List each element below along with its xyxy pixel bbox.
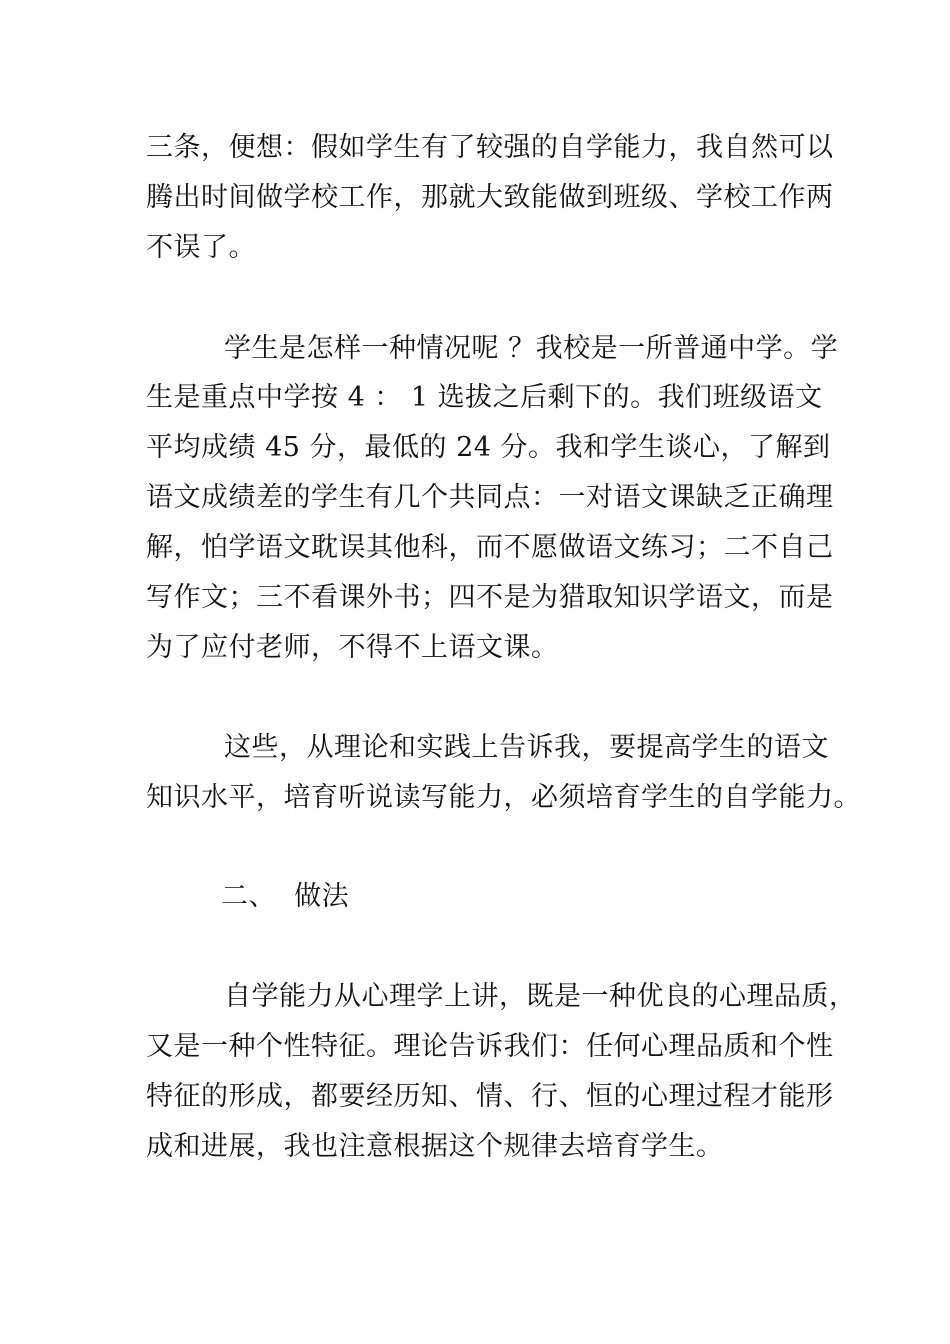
paragraph-line: 不误了。 — [146, 232, 256, 263]
paragraph-line: 特征的形成，都要经历知、情、行、恒的心理过程才能形 — [146, 1081, 834, 1112]
paragraph-line: 三条，便想：假如学生有了较强的自学能力，我自然可以 — [146, 132, 834, 163]
paragraph-line: 为了应付老师，不得不上语文课。 — [146, 632, 559, 663]
paragraph-line: 自学能力从心理学上讲，既是一种优良的心理品质， — [224, 981, 857, 1012]
paragraph-line: 写作文；三不看课外书；四不是为猎取知识学语文，而是 — [146, 582, 834, 613]
paragraph-line: 又是一种个性特征。理论告诉我们：任何心理品质和个性 — [146, 1031, 834, 1062]
paragraph-line: 腾出时间做学校工作，那就大致能做到班级、学校工作两 — [146, 182, 834, 213]
paragraph-line: 学生是怎样一种情况呢 ？我校是一所普通中学。学 — [224, 333, 839, 364]
paragraph-line: 语文成绩差的学生有几个共同点：一对语文课缺乏正确理 — [146, 482, 834, 513]
paragraph-line: 平均成绩 45 分，最低的 24 分。我和学生谈心，了解到 — [146, 432, 831, 463]
paragraph-line: 知识水平，培育听说读写能力，必须培育学生的自学能力。 — [146, 782, 861, 813]
section-heading: 二、 做法 — [221, 881, 350, 912]
paragraph-line: 生是重点中学按 4 ： 1 选拔之后剩下的。我们班级语文 — [146, 382, 823, 413]
paragraph-line: 这些，从理论和实践上告诉我，要提高学生的语文 — [224, 732, 829, 763]
paragraph-line: 解，怕学语文耽误其他科，而不愿做语文练习；二不自己 — [146, 532, 834, 563]
paragraph-line: 成和进展，我也注意根据这个规律去培育学生。 — [146, 1131, 724, 1162]
